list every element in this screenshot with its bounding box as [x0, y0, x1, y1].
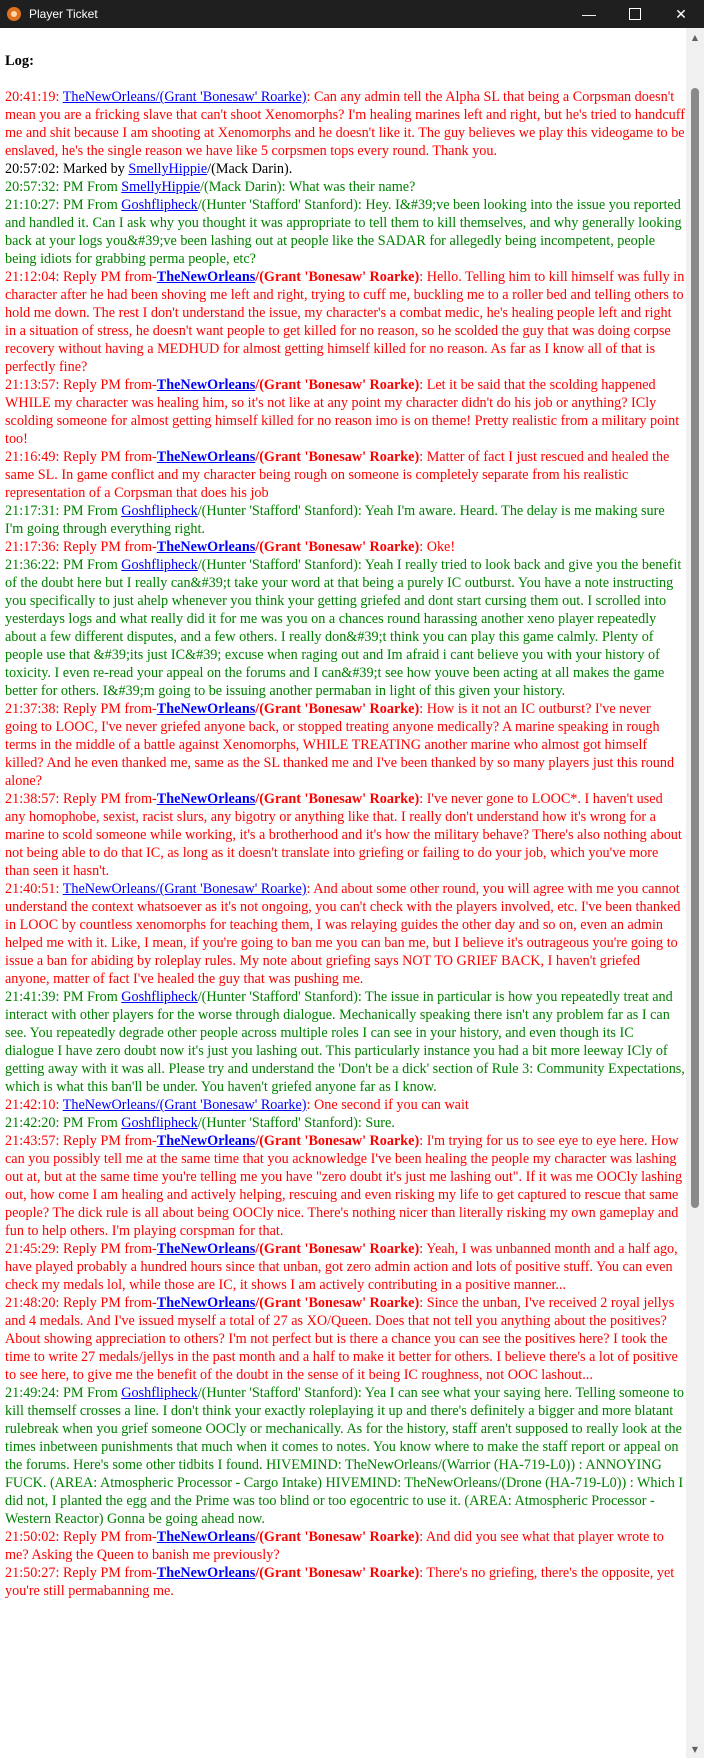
- player-link[interactable]: TheNewOrleans/(Grant 'Bonesaw' Roarke): [62, 89, 307, 105]
- entry-prefix: Reply PM from-: [62, 1295, 157, 1311]
- player-link[interactable]: TheNewOrleans: [156, 791, 256, 807]
- player-link[interactable]: SmellyHippie: [121, 179, 201, 195]
- entry-prefix: Reply PM from-: [62, 377, 157, 393]
- log-entry: [5, 556, 686, 700]
- entry-message: : How is it not an IC outburst? I've never going to LOOC, I've never griefed anyone back, or stopped treating anyone medically? A marine speaking in rough terms in the middle of a battle against Xenomorphs, WHILE TREATING another marine who almost got himself killed? And he even thanked me, same as the SL thanked me and I've been thanked by so many players just this round alone?: [5, 701, 675, 789]
- entry-message: : I've never gone to LOOC*. I haven't used any homophobe, sexist, racist slurs, any bigotry or anything like that. I really don't understand how it's wrong for a marine to scold someone while working, it's a brotherhood and it's how the military behave? There's also nothing about not being able to do that IC, as long as it doesn't translate into griefing or failing to do your job, which you've more than seen it hasn't.: [5, 791, 682, 879]
- entry-timestamp: 21:10:27:: [5, 197, 63, 213]
- log-entry: [5, 376, 686, 448]
- entry-message: : Hello. Telling him to kill himself was fully in character after he had been shoving me left and right, trying to cuff me, buckling me to a roller bed and telling others to hold me down. The rest I don't understand the issue, my character's a combat medic, he's healing people left and right in a situation of stress, he doesn't want people to get killed for no reason, so he scolded the guy that was doing corpse recovery without having a MEDHUD for almost getting himself killed for no reason. As far as I know all of that is perfectly fine?: [5, 269, 685, 375]
- player-link[interactable]: TheNewOrleans: [156, 1295, 256, 1311]
- entry-timestamp: 21:17:31:: [5, 503, 63, 519]
- scroll-down-arrow-icon[interactable]: ▼: [691, 1744, 699, 1754]
- entry-timestamp: 21:50:27:: [5, 1565, 63, 1581]
- maximize-icon: [629, 8, 641, 20]
- entry-message: : Let it be said that the scolding happened WHILE my character was healing him, so it's not like at any point my character didn't do his job or anything? ICly scolding someone for almost getting himself killed for no reason imo is on theme! Pretty realistic from a military point too!: [5, 377, 680, 447]
- entry-timestamp: 21:49:24:: [5, 1385, 63, 1401]
- entry-message: : Matter of fact I just rescued and healed the same SL. In game conflict and my character being rough on someone is completely separate from his realistic representation of a Corpsman that does his job: [5, 449, 670, 501]
- log-entry: [5, 880, 686, 988]
- entry-message: : Hey. I&#39;ve been looking into the issue you reported and handled it. Can I ask why you thought it was appropriate to tell them to kill themselves, and why generally looking back at your logs you&#39;ve been lashing out at people like the SADAR for allegedly being incompetent, people being idiots for grabbing perma people, etc?: [5, 197, 682, 267]
- log-heading: Log:: [5, 53, 34, 69]
- entry-character-name: /(Grant 'Bonesaw' Roarke): [255, 449, 420, 465]
- entry-prefix: PM From: [62, 1115, 122, 1131]
- minimize-button[interactable]: [566, 0, 612, 28]
- entry-prefix: Reply PM from-: [62, 539, 157, 555]
- entry-message: : And about some other round, you will agree with me you cannot understand the context whatsoever as it's not ongoing, you can't check with the players involved, etc. I've been thanked in LOOC by countless xenomorphs for teaching them, I was relaying guides the other day and so on, even an admin helped me with it. Like, I mean, if you're going to ban me you can ban me, but I believe it's outrageous you're going to issue a ban for abiding by roleplay rules. My note about griefing says NOT TO GRIEF BACK, I haven't griefed anyone, matter of fact I've healed the guy that was pushing me.: [5, 881, 681, 987]
- player-link[interactable]: Goshflipheck: [121, 1115, 198, 1131]
- entry-character-name: /(Grant 'Bonesaw' Roarke): [255, 1241, 420, 1257]
- entry-character-name: /(Mack Darin): [207, 161, 289, 177]
- entry-prefix: PM From: [62, 197, 122, 213]
- player-link[interactable]: Goshflipheck: [121, 503, 198, 519]
- ticket-log-panel[interactable]: [0, 28, 686, 1758]
- entry-timestamp: 21:17:36:: [5, 539, 63, 555]
- entry-timestamp: 20:41:19:: [5, 89, 63, 105]
- entry-timestamp: 21:13:57:: [5, 377, 63, 393]
- log-entry: [5, 268, 686, 376]
- entry-message: : Oke!: [419, 539, 456, 555]
- entry-message: : Yeah I really tried to look back and give you the benefit of the doubt here but I really can&#39;t take your word at that being a purely IC outburst. You have a note instructing you specifically to just ahelp whenever you think your getting griefed and dont start cursing them out. I scrolled into yesterdays logs and what really did it for me was you on a chances round harassing another xeno player repeatedly about a few different disputes, and a few others. I really don&#39;t think you can play this game calmly. Plenty of people use that &#39;its just IC&#39; excuse when raging out and Im afraid i cant believe you with your history of toxicity. I even re-read your appeal on the forums and I can&#39;t see how youve been acting at all makes the game better for others. I&#39;m going to be issuing another permaban in light of this given your history.: [5, 557, 682, 699]
- entry-prefix: Reply PM from-: [62, 1529, 157, 1545]
- log-entries: [5, 88, 686, 1600]
- player-link[interactable]: Goshflipheck: [121, 197, 198, 213]
- log-entry: [5, 88, 686, 160]
- entry-prefix: Marked by: [62, 161, 129, 177]
- entry-message: : What was their name?: [281, 179, 416, 195]
- player-link[interactable]: TheNewOrleans: [156, 377, 256, 393]
- window-titlebar: [0, 0, 704, 28]
- entry-timestamp: 21:43:57:: [5, 1133, 63, 1149]
- entry-character-name: /(Grant 'Bonesaw' Roarke): [255, 1295, 420, 1311]
- entry-prefix: Reply PM from-: [62, 269, 157, 285]
- entry-message: : The issue in particular is how you repeatedly treat and interact with other players for the worse through dialogue. Mechanically speaking there isn't any problem far as I can see. You repeatedly degrade other people across multiple roles I can see in your history, and even though its IC dialogue I have zero doubt now it's just you lashing out. This particularly instance you had a bit more leeway ICly of getting away with it was all. Please try and understand the 'Don't be a dick' section of Rule 3: Community Expectations, which is what this ban'll be under. You haven't griefed anyone far as I know.: [5, 989, 685, 1095]
- entry-timestamp: 21:12:04:: [5, 269, 63, 285]
- maximize-button[interactable]: [612, 0, 658, 28]
- log-entry: [5, 178, 686, 196]
- entry-timestamp: 20:57:02:: [5, 161, 63, 177]
- log-entry: [5, 538, 686, 556]
- entry-timestamp: 21:45:29:: [5, 1241, 63, 1257]
- entry-character-name: /(Hunter 'Stafford' Stanford): [197, 503, 358, 519]
- player-link[interactable]: TheNewOrleans: [156, 1529, 256, 1545]
- app-icon: [7, 7, 21, 21]
- entry-prefix: Reply PM from-: [62, 701, 157, 717]
- log-entry: [5, 1096, 686, 1114]
- entry-prefix: Reply PM from-: [62, 1241, 157, 1257]
- entry-timestamp: 21:40:51:: [5, 881, 63, 897]
- player-link[interactable]: TheNewOrleans: [156, 449, 256, 465]
- player-link[interactable]: Goshflipheck: [121, 557, 198, 573]
- log-entry: [5, 700, 686, 790]
- entry-prefix: PM From: [62, 1385, 122, 1401]
- entry-timestamp: 21:36:22:: [5, 557, 63, 573]
- entry-prefix: Reply PM from-: [62, 1133, 157, 1149]
- entry-character-name: /(Grant 'Bonesaw' Roarke): [255, 701, 420, 717]
- entry-character-name: /(Grant 'Bonesaw' Roarke): [255, 377, 420, 393]
- log-entry: [5, 1528, 686, 1564]
- log-entry: [5, 160, 686, 178]
- log-entry: [5, 1384, 686, 1528]
- scroll-up-arrow-icon[interactable]: ▲: [691, 32, 699, 42]
- entry-prefix: Reply PM from-: [62, 449, 157, 465]
- player-link[interactable]: TheNewOrleans: [156, 539, 256, 555]
- player-link[interactable]: TheNewOrleans: [156, 701, 256, 717]
- entry-character-name: /(Grant 'Bonesaw' Roarke): [255, 791, 420, 807]
- entry-message: : There's no griefing, there's the opposite, yet you're still permabanning me.: [5, 1565, 675, 1599]
- scroll-thumb[interactable]: [691, 88, 699, 1208]
- player-link[interactable]: TheNewOrleans: [156, 1133, 256, 1149]
- log-entry: [5, 988, 686, 1096]
- entry-character-name: /(Hunter 'Stafford' Stanford): [197, 1115, 358, 1131]
- entry-character-name: /(Mack Darin): [200, 179, 282, 195]
- entry-timestamp: 21:41:39:: [5, 989, 63, 1005]
- entry-timestamp: 21:42:10:: [5, 1097, 63, 1113]
- player-link[interactable]: Goshflipheck: [121, 989, 198, 1005]
- entry-character-name: /(Hunter 'Stafford' Stanford): [197, 557, 358, 573]
- minimize-icon: —: [582, 6, 596, 22]
- entry-message: : One second if you can wait: [306, 1097, 469, 1113]
- player-link[interactable]: TheNewOrleans: [156, 269, 256, 285]
- entry-message: : Yea I can see what your saying here. Telling someone to kill themself crosses a line. I don't think your exactly roleplaying it up and there's definitely a bigger and more blatant rulebreak when you grief someone OOCly or mechanically. As for the history, staff aren't supposed to really look at the times inbetween punishments that much when it comes to notes. You know where to make the staff report or appeal on the forums. Here's some other tidbits I found. HIVEMIND: TheNewOrleans/(Warrior (HA-719-L0)) : ANNOYING FUCK. (AREA: Atmospheric Processor - Cargo Intake) HIVEMIND: TheNewOrleans/(Drone (HA-719-L0)) : Which I did not, I planted the egg and the Prime was too blind or too egocentric to use it. (AREA: Atmospheric Processor - Western Reactor) Gonna be going ahead now.: [5, 1385, 684, 1527]
- entry-message: : Can any admin tell the Alpha SL that being a Corpsman doesn't mean you are a fricking slave that can't shoot Xenomorphs? I'm healing marines left and right, but he's tried to handcuff me and shit because I am shooting at Xenomorphs and he doesn't like it. The guy believes we play this videogame to be enslaved, he's the single reason we have like 5 corpsmen tops every round. Thank you.: [5, 89, 685, 159]
- entry-character-name: /(Grant 'Bonesaw' Roarke): [255, 539, 420, 555]
- entry-message: : Yeah, I was unbanned month and a half ago, have played probably a hundred hours since that unban, got zero admin action and lots of positive stuff. You can even check my medals lol, while those are IC, it shows I am actively contributing in a positive manner...: [5, 1241, 678, 1293]
- entry-prefix: Reply PM from-: [62, 791, 157, 807]
- entry-message: : And did you see what that player wrote to me? Asking the Queen to banish me previously?: [5, 1529, 664, 1563]
- vertical-scrollbar[interactable]: [686, 28, 704, 1758]
- entry-message: : Since the unban, I've received 2 royal jellys and 4 medals. And I've issued myself a total of 27 as XO/Queen. Does that not tell you anything about the positives? About showing appreciation to others? I'm not perfect but is there a chance you can see the positives here? I took the time to write 27 medals/jellys in the past month and a half to make it better for others. I believe there's a lot of positive to see here, to give me the benefit of the doubt in the sense of it being IC roughness, not OOC lashout...: [5, 1295, 678, 1383]
- entry-message: : Yeah I'm aware. Heard. The delay is me making sure I'm going through everything right.: [5, 503, 665, 537]
- entry-prefix: Reply PM from-: [62, 1565, 157, 1581]
- entry-timestamp: 21:37:38:: [5, 701, 63, 717]
- entry-character-name: /(Grant 'Bonesaw' Roarke): [255, 1565, 420, 1581]
- entry-message: .: [288, 161, 293, 177]
- close-button[interactable]: [658, 0, 704, 28]
- entry-message: : I'm trying for us to see eye to eye here. How can you possibly tell me at the same time that you acknowledge I've been healing the people my character was lashing out at, but at the same time you're telling me you have "zero doubt it's just me lashing out". If it was me OOCly lashing out, how come I am healing and actively helping, rescuing and even risking my life to get captured to rescue that same people? The dick rule is all about being OOCly nice. There's nothing nicer than literally risking my own gameplay and fun to help others. I'm playing corspman for that.: [5, 1133, 683, 1239]
- log-entry: [5, 790, 686, 880]
- entry-character-name: /(Grant 'Bonesaw' Roarke): [255, 1133, 420, 1149]
- log-entry: [5, 1132, 686, 1240]
- entry-character-name: /(Hunter 'Stafford' Stanford): [197, 1385, 358, 1401]
- player-link[interactable]: TheNewOrleans: [156, 1241, 256, 1257]
- entry-message: : Sure.: [357, 1115, 395, 1131]
- player-link[interactable]: TheNewOrleans: [156, 1565, 256, 1581]
- entry-timestamp: 20:57:32:: [5, 179, 63, 195]
- entry-timestamp: 21:16:49:: [5, 449, 63, 465]
- close-icon: ✕: [675, 5, 687, 22]
- player-link[interactable]: Goshflipheck: [121, 1385, 198, 1401]
- log-entry: [5, 1240, 686, 1294]
- entry-character-name: /(Grant 'Bonesaw' Roarke): [255, 1529, 420, 1545]
- log-entry: [5, 1564, 686, 1600]
- entry-prefix: PM From: [62, 179, 122, 195]
- entry-timestamp: 21:38:57:: [5, 791, 63, 807]
- entry-prefix: PM From: [62, 557, 122, 573]
- entry-prefix: PM From: [62, 989, 122, 1005]
- entry-character-name: /(Hunter 'Stafford' Stanford): [197, 989, 358, 1005]
- player-link[interactable]: TheNewOrleans/(Grant 'Bonesaw' Roarke): [62, 1097, 307, 1113]
- log-entry: [5, 1114, 686, 1132]
- player-link[interactable]: TheNewOrleans/(Grant 'Bonesaw' Roarke): [62, 881, 307, 897]
- log-entry: [5, 502, 686, 538]
- entry-timestamp: 21:42:20:: [5, 1115, 63, 1131]
- entry-character-name: /(Hunter 'Stafford' Stanford): [197, 197, 358, 213]
- entry-character-name: /(Grant 'Bonesaw' Roarke): [255, 269, 420, 285]
- log-entry: [5, 1294, 686, 1384]
- log-entry: [5, 448, 686, 502]
- entry-prefix: PM From: [62, 503, 122, 519]
- player-link[interactable]: SmellyHippie: [128, 161, 208, 177]
- log-entry: [5, 196, 686, 268]
- entry-timestamp: 21:48:20:: [5, 1295, 63, 1311]
- entry-timestamp: 21:50:02:: [5, 1529, 63, 1545]
- window-title: Player Ticket: [29, 7, 98, 21]
